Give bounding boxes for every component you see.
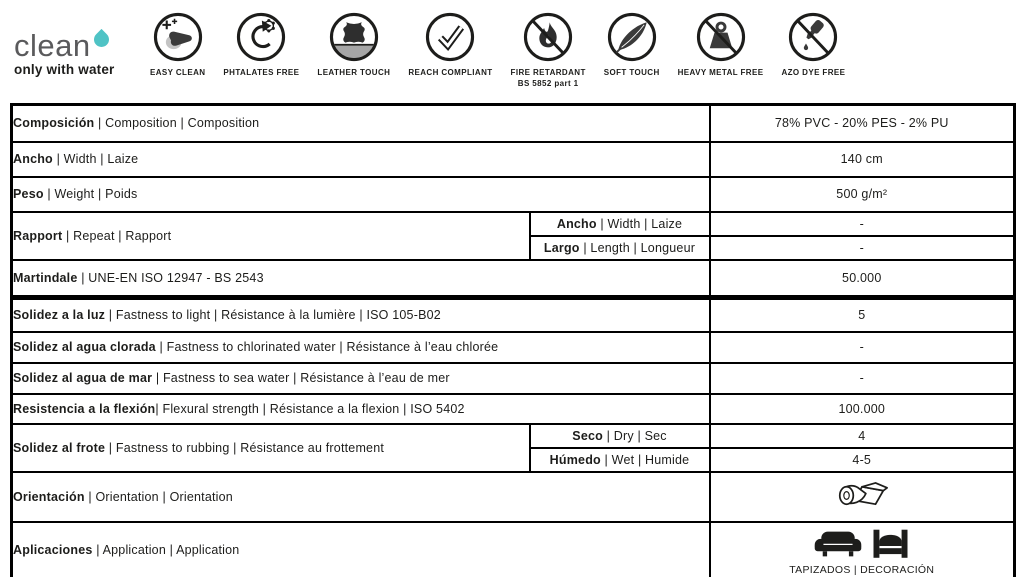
width-translations: | Width | Laize [52, 152, 139, 166]
light-fastness-value: 5 [710, 298, 1015, 332]
martindale-label-cell [12, 260, 710, 298]
rapport-width-translations: | Width | Laize [596, 216, 683, 231]
rubbing-dry-value: 4 [710, 424, 1015, 448]
chlorinated-water-translations: | Fastness to chlorinated water | Résistance à l’eau chlorée [155, 340, 499, 354]
badge-label: PHTALATES FREE [223, 68, 300, 77]
rapport-length-translations: | Length | Longueur [579, 240, 696, 255]
sea-water-term: Solidez al agua de mar [13, 371, 153, 385]
header [0, 0, 1021, 103]
orientation-term: Orientación [13, 489, 85, 504]
phtalates-free-icon [235, 11, 287, 63]
clean-logo [14, 30, 126, 77]
width-label-cell [12, 142, 710, 177]
rubbing-dry-label-cell [530, 424, 710, 448]
bed-icon [872, 526, 909, 563]
sea-water-label-cell [12, 363, 710, 394]
badge-label: HEAVY METAL FREE [677, 68, 764, 77]
flexural-label-cell [12, 394, 710, 424]
orientation-value-cell [710, 472, 1015, 522]
badge-label: FIRE RETARDANT [510, 68, 586, 77]
applications-translations: | Application | Application [92, 543, 240, 557]
fabric-roll-icon [833, 502, 891, 516]
composition-translations: | Composition | Composition [94, 116, 260, 131]
badge-fire-retardant [511, 11, 586, 88]
table-row [12, 424, 1015, 448]
chlorinated-water-term: Solidez al agua clorada [13, 340, 156, 354]
rubbing-translations: | Fastness to rubbing | Résistance au frottement [105, 440, 385, 455]
rapport-length-term: Largo [543, 240, 580, 255]
table-row [12, 212, 1015, 236]
badge-label: AZO DYE FREE [781, 68, 846, 77]
width-term: Ancho [13, 152, 53, 166]
light-fastness-term: Solidez a la luz [13, 308, 106, 323]
composition-label-cell [12, 105, 710, 142]
table-row [12, 142, 1015, 177]
martindale-value: 50.000 [710, 260, 1015, 298]
martindale-term: Martindale [13, 270, 78, 285]
rubbing-wet-term: Húmedo [549, 452, 601, 467]
rubbing-wet-translations: | Wet | Humide [600, 452, 690, 467]
rubbing-term: Solidez al frote [13, 440, 106, 455]
leather-touch-icon [328, 11, 380, 63]
rubbing-dry-translations: | Dry | Sec [602, 428, 667, 443]
badge-soft-touch [604, 11, 660, 77]
rapport-translations: | Repeat | Rapport [62, 228, 172, 243]
table-row [12, 363, 1015, 394]
rapport-width-term: Ancho [556, 216, 597, 231]
flexural-value: 100.000 [710, 394, 1015, 424]
badge-sublabel: BS 5852 part 1 [517, 79, 579, 88]
rapport-width-value: - [710, 212, 1015, 236]
badge-label: REACH COMPLIANT [408, 68, 493, 77]
table-row [12, 260, 1015, 298]
light-fastness-translations: | Fastness to light | Résistance à la lumière | ISO 105-B02 [105, 308, 441, 323]
sea-water-value: - [710, 363, 1015, 394]
table-row [12, 177, 1015, 212]
badge-label: SOFT TOUCH [603, 68, 660, 77]
badge-leather-touch [317, 11, 390, 77]
table-row [12, 332, 1015, 363]
heavy-metal-free-icon [695, 11, 747, 63]
weight-term: Peso [13, 187, 44, 201]
applications-caption: TAPIZADOS | DECORACIÓN [789, 563, 935, 576]
badge-row [150, 11, 845, 88]
weight-value: 500 g/m² [710, 177, 1015, 212]
martindale-translations: | UNE-EN ISO 12947 - BS 2543 [77, 270, 264, 285]
spec-table [10, 103, 1016, 577]
orientation-translations: | Orientation | Orientation [84, 489, 233, 504]
sofa-icon [814, 528, 862, 563]
weight-label-cell [12, 177, 710, 212]
composition-value: 78% PVC - 20% PES - 2% PU [710, 105, 1015, 142]
badge-easy-clean [150, 11, 205, 77]
flexural-translations: | Flexural strength | Résistance a la flexion | ISO 5402 [155, 401, 465, 416]
fire-retardant-icon [522, 11, 574, 63]
badge-label: EASY CLEAN [150, 68, 206, 77]
water-drop-icon [91, 29, 112, 50]
logo-line [14, 30, 126, 61]
chlorinated-water-value: - [710, 332, 1015, 363]
orientation-label-cell [12, 472, 710, 522]
badge-label: LEATHER TOUCH [317, 68, 391, 77]
easy-clean-icon [152, 11, 204, 63]
light-fastness-label-cell [12, 298, 710, 332]
composition-term: Composición [13, 116, 95, 131]
badge-phtalates-free [223, 11, 299, 77]
logo-text: clean [14, 28, 91, 63]
table-row [12, 105, 1015, 142]
applications-value-cell [710, 522, 1015, 577]
badge-azo-dye-free [781, 11, 845, 77]
weight-translations: | Weight | Poids [43, 187, 138, 201]
badge-reach-compliant [408, 11, 492, 77]
reach-compliant-icon [424, 11, 476, 63]
table-row [12, 394, 1015, 424]
sea-water-translations: | Fastness to sea water | Résistance à l’eau de mer [152, 371, 450, 385]
badge-heavy-metal-free [678, 11, 764, 77]
rapport-width-label-cell [530, 212, 710, 236]
azo-dye-free-icon [787, 11, 839, 63]
rubbing-label-cell [12, 424, 530, 472]
rapport-length-label-cell [530, 236, 710, 260]
flexural-term: Resistencia a la flexión [13, 401, 156, 416]
table-row [12, 472, 1015, 522]
rubbing-wet-label-cell [530, 448, 710, 472]
rubbing-dry-term: Seco [572, 428, 603, 443]
soft-touch-icon [606, 11, 658, 63]
applications-term: Aplicaciones [13, 543, 93, 557]
rapport-term: Rapport [13, 228, 63, 243]
table-row [12, 298, 1015, 332]
applications-icons [711, 523, 1014, 577]
rapport-label-cell [12, 212, 530, 260]
width-value: 140 cm [710, 142, 1015, 177]
rapport-length-value: - [710, 236, 1015, 260]
table-row [12, 522, 1015, 577]
rubbing-wet-value: 4-5 [710, 448, 1015, 472]
logo-tagline: only with water [14, 62, 115, 77]
chlorinated-water-label-cell [12, 332, 710, 363]
applications-label-cell [12, 522, 710, 577]
